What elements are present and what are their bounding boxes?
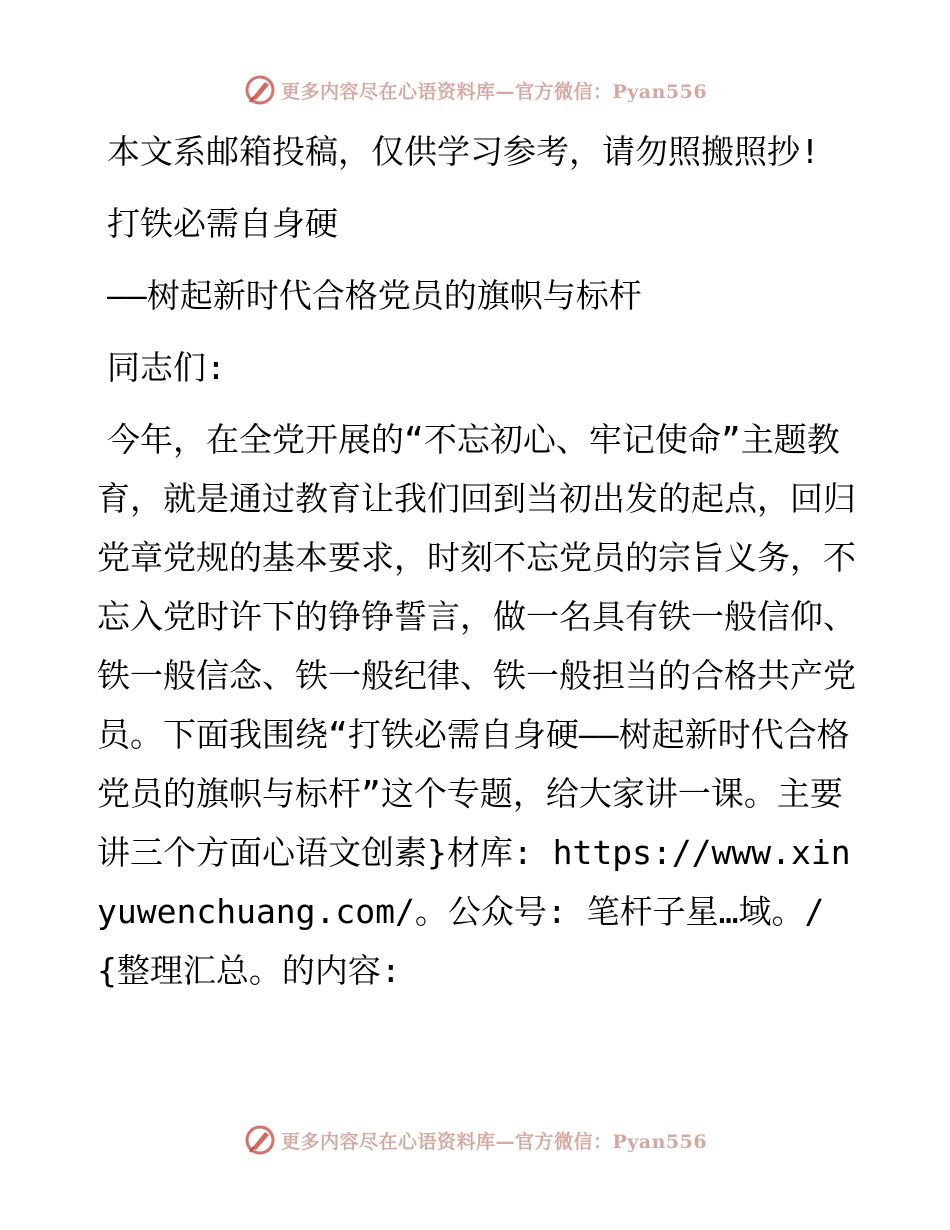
header-watermark-text: 更多内容尽在心语资料库—官方微信：Pyan556 <box>280 80 708 103</box>
salutation: 同志们: <box>107 348 226 387</box>
body-paragraph: 今年，在全党开展的“不忘初心、牢记使命”主题教育，就是通过教育让我们回到当初出发的起点，回归党章党规的基本要求，时刻不忘党员的宗旨义务，不忘入党时许下的铮铮誓言，做一名具有铁一般信仰、铁一般信念、铁一般纪律、铁一般担当的合格共产党员。下面我围绕“打铁必需自身硬——树起新时代合格党员的旗帜与标杆”这个专题，给大家讲一课。主要讲三个方面心语文创素}材库: https://www.xinyuwenchuang.com/。公众号: 笔杆子星…域。/{整理汇总。的内容: <box>97 420 856 990</box>
document-title: 打铁必需自身硬 <box>107 204 338 243</box>
document-body <box>97 122 857 1011</box>
brand-logo-icon <box>243 73 277 107</box>
footer-watermark-text: 更多内容尽在心语资料库—官方微信：Pyan556 <box>280 1130 708 1153</box>
footer-watermark-banner <box>0 1120 950 1160</box>
brand-logo-icon <box>243 1123 277 1157</box>
document-subtitle: ——树起新时代合格党员的旗帜与标杆 <box>107 276 642 315</box>
header-watermark-banner <box>0 70 950 110</box>
disclaimer-paragraph: 本文系邮箱投稿，仅供学习参考，请勿照搬照抄! <box>107 132 820 171</box>
